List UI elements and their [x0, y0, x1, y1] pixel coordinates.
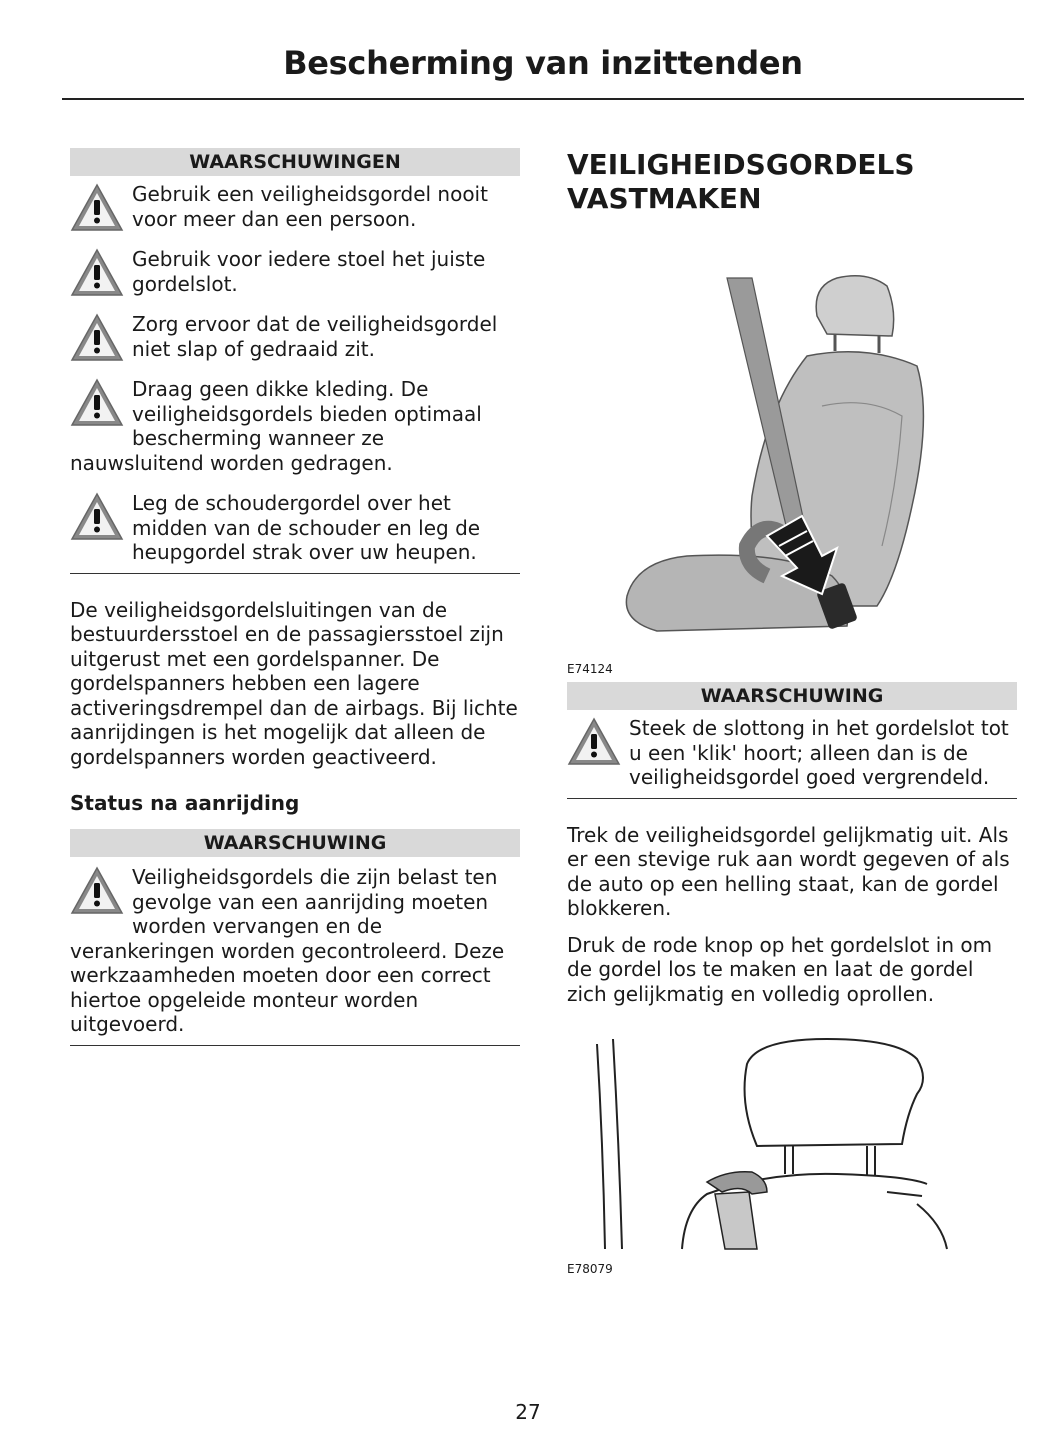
warning-triangle-icon: [70, 313, 124, 363]
warning-text: Zorg ervoor dat de veiligheidsgordel niet slap of gedraaid zit.: [132, 312, 498, 361]
left-column: [70, 148, 520, 1046]
warning-triangle-icon: [70, 492, 124, 542]
warning-text: Leg de schoudergordel over het midden van de schouder en leg de heupgordel strak over uw heupen.: [132, 491, 481, 564]
warning-item: [70, 377, 520, 475]
title-divider: [62, 98, 1024, 100]
warning-item: [70, 865, 520, 1037]
warning-heading: WAARSCHUWING: [567, 682, 1017, 710]
warnings-heading: WAARSCHUWINGEN: [70, 148, 520, 176]
warning-triangle-icon: [70, 866, 124, 916]
warning-triangle-icon: [70, 183, 124, 233]
warnings-divider: [70, 573, 520, 574]
warning-text: Gebruik een veiligheidsgordel nooit voor meer dan een persoon.: [132, 182, 488, 231]
seat-belt-figure: [567, 216, 1017, 676]
warning-triangle-icon: [70, 378, 124, 428]
warning-text: Steek de slottong in het gordelslot tot u een 'klik' hoort; alleen dan is de veiligheidsgordel goed vergrendeld.: [629, 716, 1009, 789]
warning-item: [70, 491, 520, 565]
warning-divider: [70, 1045, 520, 1046]
warning-divider: [567, 798, 1017, 799]
status-subheading: Status na aanrijding: [70, 791, 300, 815]
seat-belt-illustration: [567, 216, 1017, 656]
warning-item: [70, 247, 520, 296]
pretensioner-paragraph: De veiligheidsgordelsluitingen van de bestuurdersstoel en de passagiersstoel zijn uitgerust met een gordelspanner. De gordelspanners hebben een lagere activeringsdrempel dan de airbags. Bij lichte aanrijdingen is het mogelijk dat alleen de gordelspanners worden geactiveerd.: [70, 597, 518, 769]
warning-item: [567, 716, 1017, 790]
right-column: [567, 148, 1017, 1284]
figure-caption: E74124: [567, 662, 613, 676]
warning-triangle-icon: [567, 717, 621, 767]
warning-text: Draag geen dikke kleding. De veiligheidsgordels bieden optimaal bescherming wanneer ze nauwsluitend worden gedragen.: [70, 377, 482, 475]
warning-triangle-icon: [70, 248, 124, 298]
warning-text: Veiligheidsgordels die zijn belast ten gevolge van een aanrijding moeten worden vervangen en de verankeringen worden gecontroleerd. Deze werkzaamheden moeten door een correct hiertoe opgeleide monteur worden uitgevoerd.: [70, 865, 505, 1036]
page-number: 27: [515, 1400, 541, 1424]
warning-heading: WAARSCHUWING: [70, 829, 520, 857]
figure-caption: E78079: [567, 1262, 613, 1276]
warning-item: [70, 312, 520, 361]
warning-text: Gebruik voor iedere stoel het juiste gordelslot.: [132, 247, 486, 296]
page-title: Bescherming van inzittenden: [283, 44, 803, 82]
warning-item: [70, 182, 520, 231]
headrest-illustration: [567, 1034, 1017, 1254]
headrest-figure: [567, 1034, 1017, 1284]
release-belt-paragraph: Druk de rode knop op het gordelslot in om de gordel los te maken en laat de gordel zich gelijkmatig en volledig oprollen.: [567, 932, 993, 1006]
pull-belt-paragraph: Trek de veiligheidsgordel gelijkmatig uit. Als er een stevige ruk aan wordt gegeven of als de auto op een helling staat, kan de gordel blokkeren.: [567, 822, 1010, 920]
section-title: VEILIGHEIDSGORDELS VASTMAKEN: [567, 148, 915, 215]
